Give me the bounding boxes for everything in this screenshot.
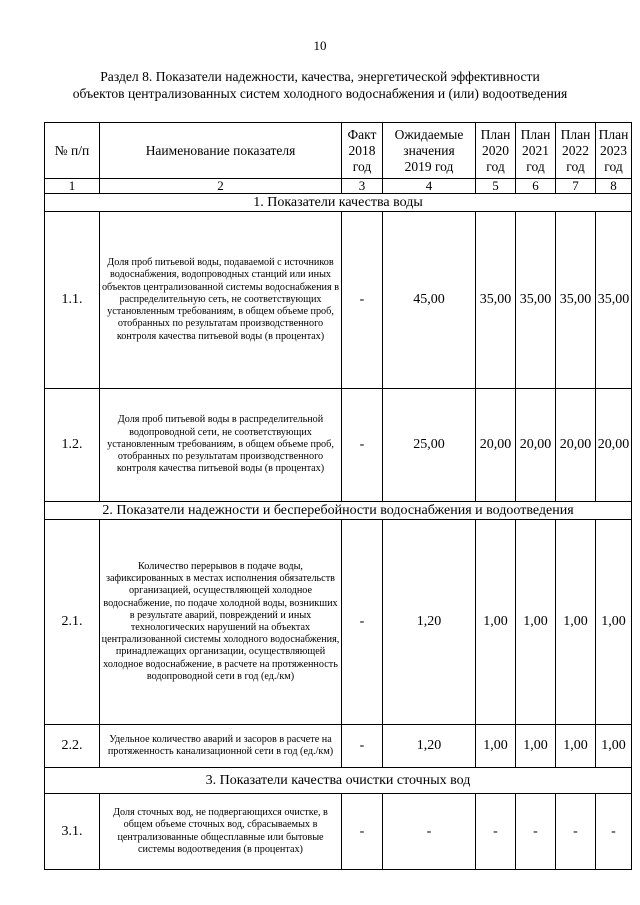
indicator-name: Доля проб питьевой воды в распределительной водопроводной сети, не соответствующих установленным требованиям, в общем объеме проб, отобранных по результатам производственного контроля качества питьевой воды (в процентах) xyxy=(100,389,342,502)
value-plan-2020: 1,00 xyxy=(476,520,516,725)
header-fact-line: год xyxy=(352,158,372,174)
table-row xyxy=(45,389,632,502)
header-expected-line: значения xyxy=(403,142,455,158)
header-num: № п/п xyxy=(45,123,100,179)
value-plan-2022: 1,00 xyxy=(556,520,596,725)
row-number: 1.2. xyxy=(45,389,100,502)
header-plan-line: 2022 xyxy=(562,142,589,158)
value-plan-2020: - xyxy=(476,794,516,870)
section-heading-line-1: Раздел 8. Показатели надежности, качества, энергетической эффективности xyxy=(100,69,540,84)
indicator-name: Удельное количество аварий и засоров в расчете на протяженность канализационной сети в год (ед./км) xyxy=(100,725,342,768)
row-number: 2.1. xyxy=(45,520,100,725)
header-plan-line: 2020 xyxy=(482,142,509,158)
column-number: 8 xyxy=(596,179,632,194)
value-plan-2022: 20,00 xyxy=(556,389,596,502)
column-number: 6 xyxy=(516,179,556,194)
indicators-table xyxy=(44,122,632,870)
group-title-row xyxy=(45,768,632,794)
header-expected-line: 2019 год xyxy=(404,158,454,174)
column-number-row xyxy=(45,179,632,194)
value-plan-2023: 35,00 xyxy=(596,212,632,389)
value-fact-2018: - xyxy=(342,389,383,502)
row-number: 1.1. xyxy=(45,212,100,389)
header-plan-line: год xyxy=(486,158,505,174)
table-row xyxy=(45,212,632,389)
indicator-name: Доля сточных вод, не подвергающихся очистке, в общем объеме сточных вод, сбрасываемых в централизованные общесплавные или бытовые системы водоотведения (в процентах) xyxy=(100,794,342,870)
value-fact-2018: - xyxy=(342,725,383,768)
section-heading-line-2: объектов централизованных систем холодного водоснабжения и (или) водоотведения xyxy=(72,86,568,101)
value-fact-2018: - xyxy=(342,520,383,725)
value-plan-2023: 20,00 xyxy=(596,389,632,502)
header-plan-2020 xyxy=(476,123,516,179)
value-expected-2019: - xyxy=(383,794,476,870)
value-plan-2020: 35,00 xyxy=(476,212,516,389)
value-expected-2019: 25,00 xyxy=(383,389,476,502)
value-plan-2022: - xyxy=(556,794,596,870)
value-plan-2020: 20,00 xyxy=(476,389,516,502)
value-expected-2019: 45,00 xyxy=(383,212,476,389)
header-expected-line: Ожидаемые xyxy=(394,126,464,142)
column-number: 5 xyxy=(476,179,516,194)
value-plan-2021: 1,00 xyxy=(516,725,556,768)
header-row xyxy=(45,123,632,179)
value-fact-2018: - xyxy=(342,794,383,870)
column-number: 7 xyxy=(556,179,596,194)
indicator-name: Доля проб питьевой воды, подаваемой с источников водоснабжения, водопроводных станций или иных объектов централизованной системы водоснабжения в распределительную сеть, не соответствующих установленным требованиям, в общем объеме проб, отобранных по результатам производственного контроля качества питьевой воды (в процентах) xyxy=(100,212,342,389)
section-heading xyxy=(0,68,640,102)
value-fact-2018: - xyxy=(342,212,383,389)
column-number: 2 xyxy=(100,179,342,194)
column-number: 3 xyxy=(342,179,383,194)
value-plan-2021: - xyxy=(516,794,556,870)
indicator-name: Количество перерывов в подаче воды, зафиксированных в местах исполнения обязательств организацией, осуществляющей холодное водоснабжение, по подаче холодной воды, возникших в результате аварий, повреждений и иных технологических нарушений на объектах централизованной системы холодного водоснабжения, принадлежащих организации, осуществляющей холодное водоснабжение, в расчете на протяженность водопроводной сети в год (ед./км) xyxy=(100,520,342,725)
table-row xyxy=(45,794,632,870)
page-number: 10 xyxy=(313,38,327,53)
header-plan-line: План xyxy=(598,126,629,142)
table-row xyxy=(45,520,632,725)
row-number: 2.2. xyxy=(45,725,100,768)
header-plan-line: 2021 xyxy=(522,142,549,158)
value-plan-2022: 1,00 xyxy=(556,725,596,768)
value-plan-2023: - xyxy=(596,794,632,870)
header-fact-2018 xyxy=(342,123,383,179)
header-plan-line: План xyxy=(520,126,551,142)
value-plan-2021: 35,00 xyxy=(516,212,556,389)
group-title: 1. Показатели качества воды xyxy=(45,194,632,212)
value-plan-2023: 1,00 xyxy=(596,725,632,768)
header-plan-line: год xyxy=(526,158,545,174)
column-number: 4 xyxy=(383,179,476,194)
group-title: 3. Показатели качества очистки сточных вод xyxy=(45,768,632,794)
header-plan-line: 2023 xyxy=(600,142,627,158)
header-plan-line: План xyxy=(480,126,511,142)
header-plan-line: год xyxy=(566,158,585,174)
header-plan-2021 xyxy=(516,123,556,179)
value-plan-2020: 1,00 xyxy=(476,725,516,768)
value-expected-2019: 1,20 xyxy=(383,725,476,768)
value-expected-2019: 1,20 xyxy=(383,520,476,725)
value-plan-2022: 35,00 xyxy=(556,212,596,389)
value-plan-2021: 1,00 xyxy=(516,520,556,725)
group-title-row xyxy=(45,194,632,212)
value-plan-2021: 20,00 xyxy=(516,389,556,502)
header-plan-line: год xyxy=(604,158,623,174)
group-title: 2. Показатели надежности и бесперебойности водоснабжения и водоотведения xyxy=(45,502,632,520)
header-expected-2019 xyxy=(383,123,476,179)
row-number: 3.1. xyxy=(45,794,100,870)
group-title-row xyxy=(45,502,632,520)
column-number: 1 xyxy=(45,179,100,194)
table-row xyxy=(45,725,632,768)
header-plan-2022 xyxy=(556,123,596,179)
header-plan-line: План xyxy=(560,126,591,142)
header-fact-line: Факт xyxy=(347,126,377,142)
header-plan-2023 xyxy=(596,123,632,179)
header-fact-line: 2018 xyxy=(348,142,376,158)
header-name: Наименование показателя xyxy=(100,123,342,179)
value-plan-2023: 1,00 xyxy=(596,520,632,725)
